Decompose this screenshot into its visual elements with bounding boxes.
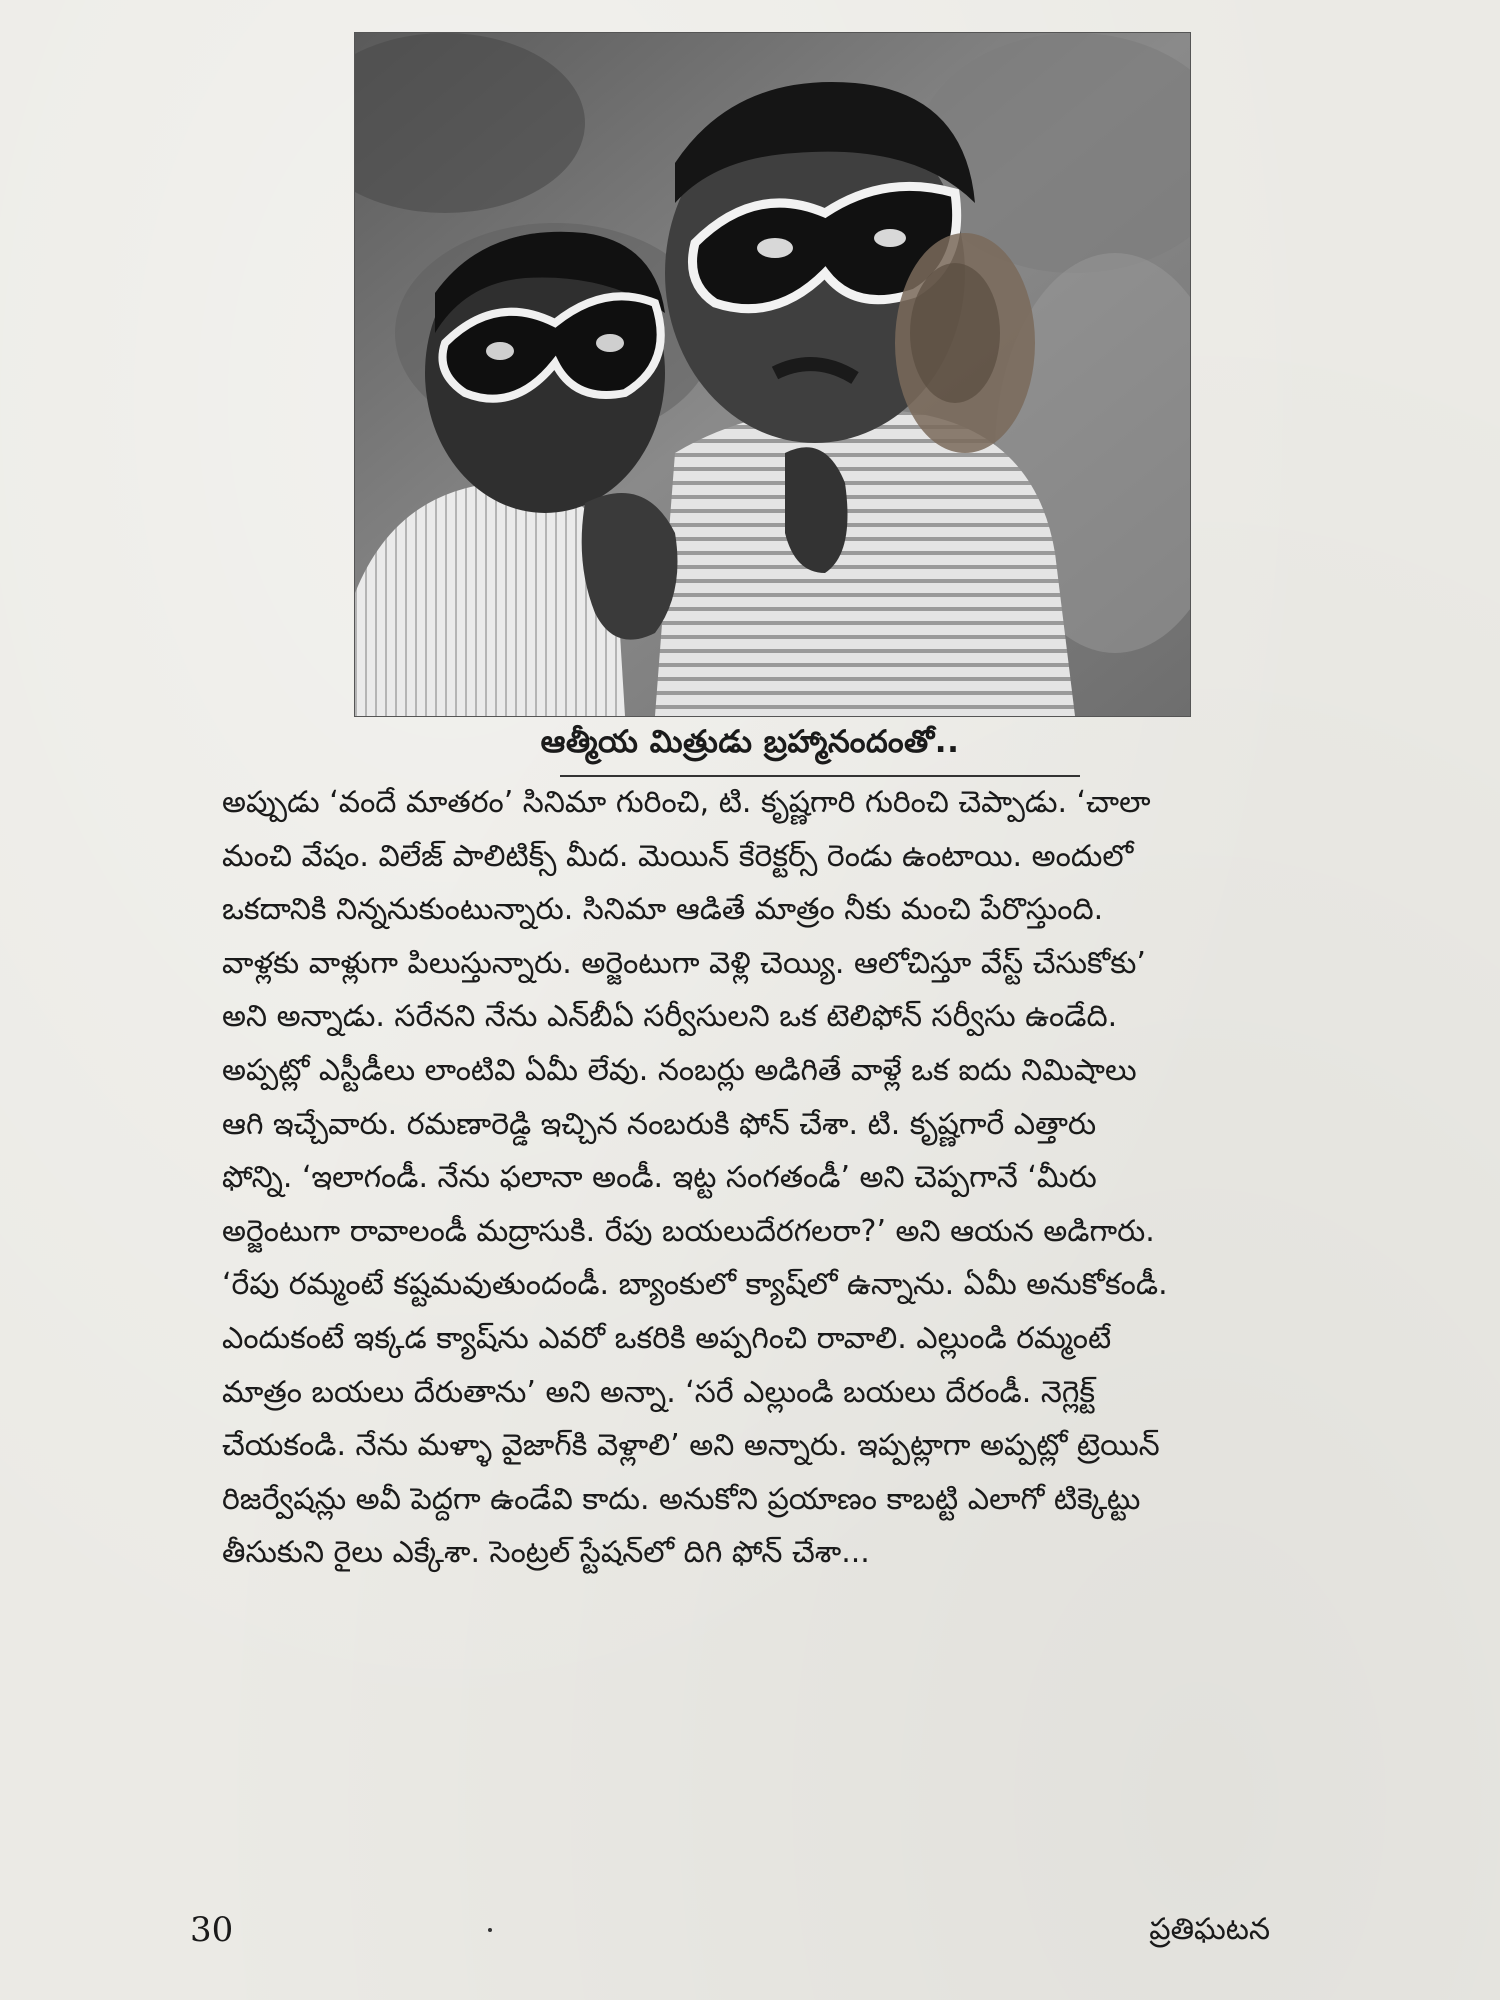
text-line: వాళ్లకు వాళ్లుగా పిలుస్తున్నారు. అర్జెంటుగా వెళ్లి చెయ్యి. ఆలోచిస్తూ వేస్ట్ చేసుకోకు’ — [222, 945, 1146, 981]
body-text — [222, 776, 1342, 1580]
text-line: అర్జెంటుగా రావాలండీ మద్రాసుకి. రేపు బయలుదేరగలరా?’ అని ఆయన అడిగారు. — [222, 1213, 1155, 1249]
text-line: చేయకండి. నేను మళ్ళా వైజాగ్‌కి వెళ్లాలి’ అని అన్నారు. ఇప్పట్లాగా అప్పట్లో ట్రెయిన్ — [222, 1428, 1160, 1464]
text-line: ఒకదానికి నిన్ననుకుంటున్నారు. సినిమా ఆడితే మాత్రం నీకు మంచి పేరొస్తుంది. — [222, 892, 1104, 928]
print-speck — [488, 1928, 492, 1932]
page-number: 30 — [190, 1910, 234, 1950]
text-line: ఎందుకంటే ఇక్కడ క్యాష్‌ను ఎవరో ఒకరికి అప్పగించి రావాలి. ఎల్లుండి రమ్మంటే — [222, 1320, 1112, 1356]
text-line: ఆగి ఇచ్చేవారు. రమణారెడ్డి ఇచ్చిన నంబరుకి ఫోన్ చేశా. టి. కృష్ణగారే ఎత్తారు — [222, 1106, 1097, 1142]
text-line: ‘రేపు రమ్మంటే కష్టమవుతుందండీ. బ్యాంకులో క్యాష్‌లో ఉన్నాను. ఏమీ అనుకోకండీ. — [222, 1267, 1168, 1303]
text-line: అప్పుడు ‘వందే మాతరం’ సినిమా గురించి, టి. కృష్ణగారి గురించి చెప్పాడు. ‘చాలా — [222, 785, 1151, 820]
text-line: మాత్రం బయలు దేరుతాను’ అని అన్నా. ‘సరే ఎల్లుండి బయలు దేరండీ. నెగ్లెక్ట్ — [222, 1374, 1096, 1410]
text-line: తీసుకుని రైలు ఎక్కేశా. సెంట్రల్ స్టేషన్‌లో దిగి ఫోన్ చేశా... — [222, 1535, 870, 1571]
text-line: అప్పట్లో ఎస్టీడీలు లాంటివి ఏమీ లేవు. నంబర్లు అడిగితే వాళ్లే ఒక ఐదు నిమిషాలు — [222, 1052, 1137, 1088]
running-footer-title: ప్రతిఘటన — [1149, 1912, 1270, 1947]
text-line: ఫోన్ని. ‘ఇలాగండీ. నేను ఫలానా అండీ. ఇట్ట సంగతండీ’ అని చెప్పగానే ‘మీరు — [222, 1160, 1097, 1196]
text-line: రిజర్వేషన్లు అవీ పెద్దగా ఉండేవి కాదు. అనుకోని ప్రయాణం కాబట్టి ఎలాగో టిక్కెట్టు — [222, 1481, 1141, 1517]
text-line: మంచి వేషం. విలేజ్ పాలిటిక్స్ మీద. మెయిన్ కేరెక్టర్స్ రెండు ఉంటాయి. అందులో — [222, 838, 1134, 874]
text-line: అని అన్నాడు. సరేనని నేను ఎన్‌బీఏ సర్వీసులని ఒక టెలిఫోన్ సర్వీసు ఉండేది. — [222, 999, 1118, 1035]
masked-men-photo — [355, 33, 1190, 716]
photo-caption: ఆత్మీయ మిత్రుడు బ్రహ్మానందంతో.. — [540, 724, 960, 760]
